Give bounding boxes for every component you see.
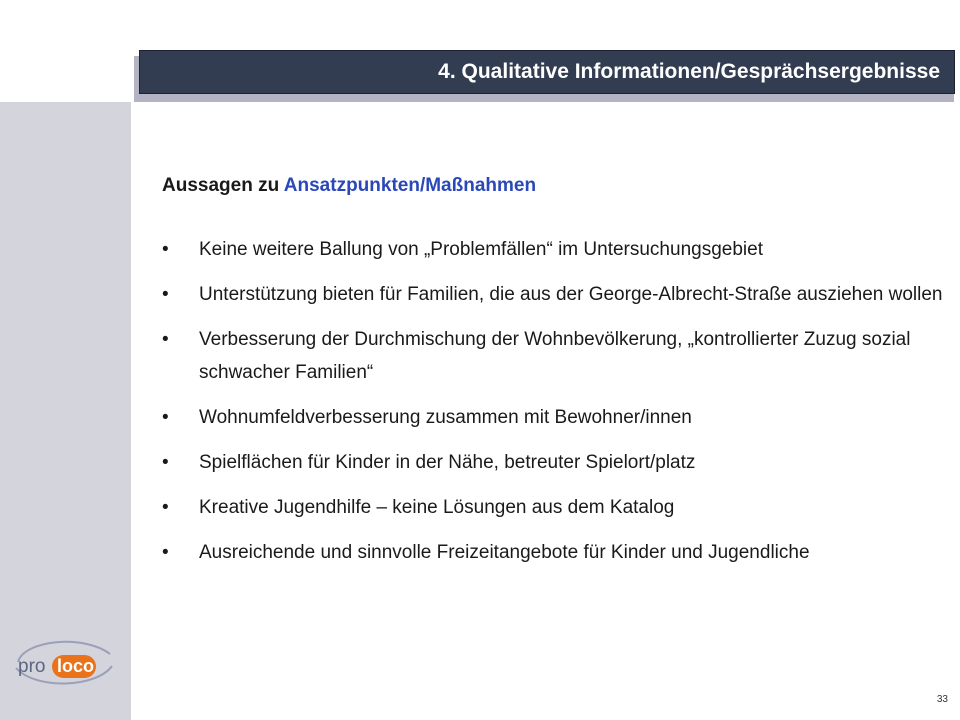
list-item — [162, 536, 952, 569]
list-item-text: Wohnumfeldverbesserung zusammen mit Bewohner/innen — [199, 407, 692, 428]
bullet-icon: • — [162, 407, 169, 428]
list-item-text: Verbesserung der Durchmischung der Wohnbevölkerung, „kontrollierter Zuzug sozial schwacher Familien“ — [199, 329, 911, 383]
bullet-icon: • — [162, 542, 169, 563]
sidebar-panel — [0, 102, 131, 720]
bullet-icon: • — [162, 497, 169, 518]
page-title: 4. Qualitative Informationen/Gesprächsergebnisse — [438, 60, 940, 83]
list-item — [162, 278, 952, 311]
list-item-text: Unterstützung bieten für Familien, die aus der George-Albrecht-Straße ausziehen wollen — [199, 284, 943, 305]
page-number: 33 — [936, 694, 948, 705]
list-item — [162, 323, 952, 389]
title-bar — [139, 50, 955, 94]
proloco-logo — [12, 632, 116, 690]
section-heading — [162, 175, 536, 197]
list-item-text: Spielflächen für Kinder in der Nähe, betreuter Spielort/platz — [199, 452, 696, 473]
section-heading-accent: Ansatzpunkten/Maßnahmen — [283, 175, 537, 196]
bullet-icon: • — [162, 452, 169, 473]
list-item-text: Kreative Jugendhilfe – keine Lösungen aus dem Katalog — [199, 497, 675, 518]
list-item-text: Keine weitere Ballung von „Problemfällen“ im Untersuchungsgebiet — [199, 239, 763, 260]
bullet-icon: • — [162, 329, 169, 350]
logo-text-pro: pro — [18, 656, 46, 677]
section-heading-prefix: Aussagen zu — [162, 175, 280, 196]
list-item — [162, 233, 952, 266]
bullet-icon: • — [162, 239, 169, 260]
list-item — [162, 446, 952, 479]
logo-text-loco: loco — [57, 656, 95, 676]
bullet-icon: • — [162, 284, 169, 305]
list-item-text: Ausreichende und sinnvolle Freizeitangebote für Kinder und Jugendliche — [199, 542, 810, 563]
list-item — [162, 401, 952, 434]
list-item — [162, 491, 952, 524]
bullet-list — [162, 233, 952, 581]
